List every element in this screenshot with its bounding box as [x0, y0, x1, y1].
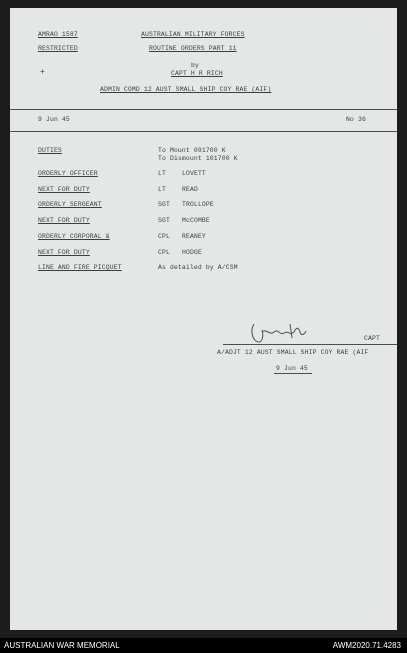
duty-name: READ	[182, 186, 198, 193]
duty-role: NEXT FOR DUTY	[38, 217, 90, 224]
signatory-title: A/ADJT 12 AUST SMALL SHIP COY RAE (AIF	[217, 349, 369, 356]
issuing-officer: CAPT H R RICH	[171, 70, 223, 77]
handwritten-signature	[246, 318, 316, 346]
dismount-time: To Dismount 101700 K	[158, 155, 238, 162]
classification-label: RESTRICTED	[38, 45, 78, 52]
reference-number: AMRAO 1587	[38, 31, 78, 38]
signatory-rank: CAPT	[364, 335, 380, 342]
duty-rank: LT	[158, 170, 166, 177]
date-underline	[274, 373, 312, 374]
footer-accession-number: AWM2020.71.4283	[332, 641, 401, 650]
footer-institution: AUSTRALIAN WAR MEMORIAL	[4, 641, 120, 650]
duty-role: NEXT FOR DUTY	[38, 186, 90, 193]
duty-rank: SGT	[158, 201, 170, 208]
cross-mark: +	[40, 68, 45, 77]
picquet-role: LINE AND FIRE PICQUET	[38, 264, 122, 271]
duty-role: ORDERLY CORPORAL &	[38, 233, 110, 240]
duty-role: ORDERLY SERGEANT	[38, 201, 102, 208]
picquet-detail: As detailed by A/CSM	[158, 264, 238, 271]
duties-heading: DUTIES	[38, 147, 62, 154]
bottom-rule	[10, 131, 397, 132]
mount-time: To Mount 091700 K	[158, 147, 226, 154]
duty-role: NEXT FOR DUTY	[38, 249, 90, 256]
duty-rank: CPL	[158, 233, 170, 240]
duty-name: TROLLOPE	[182, 201, 214, 208]
duty-rank: CPL	[158, 249, 170, 256]
top-rule	[10, 109, 397, 110]
orders-title: ROUTINE ORDERS PART 11	[149, 45, 237, 52]
command-line: ADMIN COMD 12 AUST SMALL SHIP COY RAE (AIF)	[100, 86, 272, 93]
document-page	[10, 8, 397, 630]
signature-rule	[223, 344, 397, 345]
archive-footer	[0, 638, 407, 653]
duty-name: HODGE	[182, 249, 202, 256]
order-number: No 36	[346, 116, 366, 123]
duty-name: McCOMBE	[182, 217, 210, 224]
order-date: 9 Jun 45	[38, 116, 70, 123]
duty-name: LOVETT	[182, 170, 206, 177]
organization-title: AUSTRALIAN MILITARY FORCES	[141, 31, 245, 38]
duty-name: REANEY	[182, 233, 206, 240]
duty-rank: LT	[158, 186, 166, 193]
signature-date: 9 Jun 45	[276, 365, 308, 372]
duty-role: ORDERLY OFFICER	[38, 170, 98, 177]
by-label: by	[191, 62, 199, 69]
duty-rank: SGT	[158, 217, 170, 224]
